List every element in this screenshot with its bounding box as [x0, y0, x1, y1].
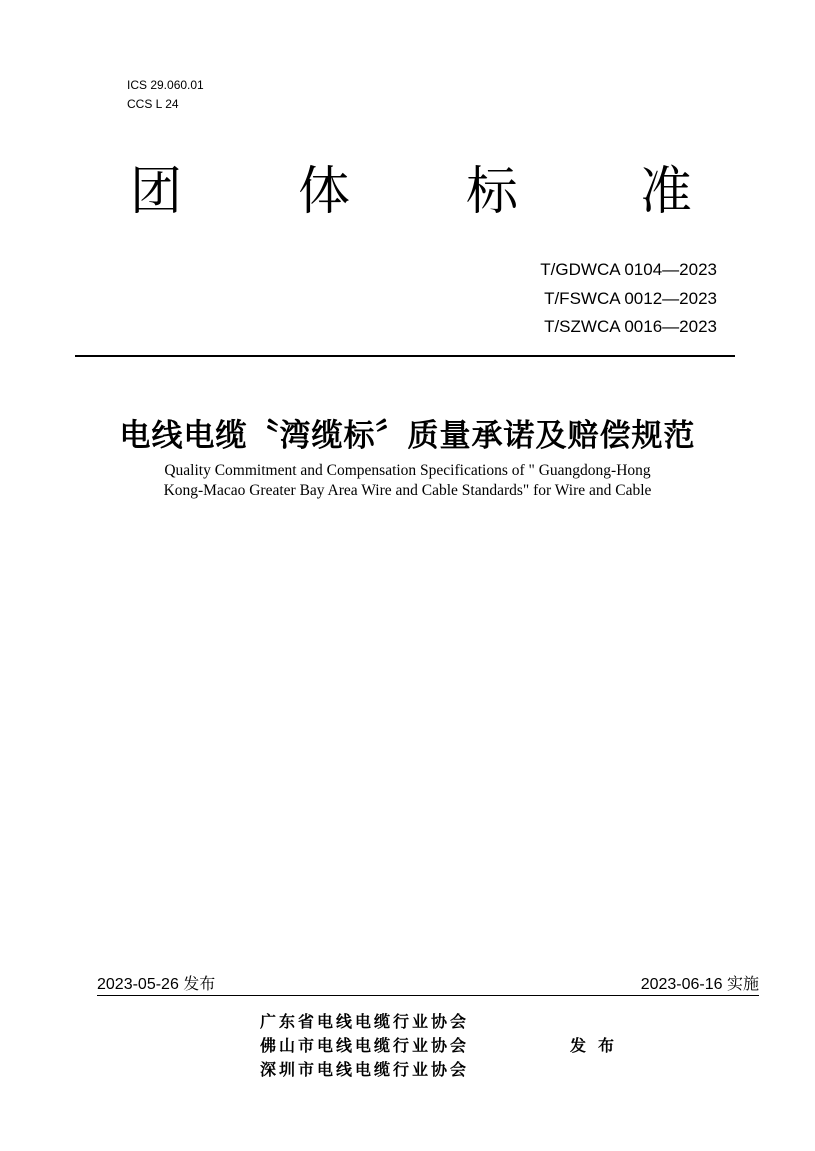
standard-numbers — [540, 256, 717, 342]
implementation-date: 2023-06-16 实施 — [640, 976, 759, 993]
standard-type-char: 标 — [466, 162, 519, 222]
footer-divider — [97, 995, 759, 996]
standard-type-char: 体 — [298, 162, 351, 222]
dates-row — [97, 975, 759, 997]
standard-number: T/GDWCA 0104—2023 — [540, 260, 717, 279]
publisher-name: 广东省电线电缆行业协会 — [260, 1012, 470, 1031]
ics-code: ICS 29.060.01 — [127, 78, 204, 92]
publish-label: 发布 — [570, 1036, 627, 1055]
release-date: 2023-05-26 发布 — [97, 976, 216, 993]
title-english-line: Quality Commitment and Compensation Specifications of " Guangdong-Hong — [164, 462, 651, 479]
ccs-code: CCS L 24 — [127, 97, 179, 111]
standard-type-char: 准 — [640, 162, 693, 222]
publisher-name: 深圳市电线电缆行业协会 — [260, 1060, 470, 1079]
title-english-line: Kong-Macao Greater Bay Area Wire and Cable Standards" for Wire and Cable — [163, 482, 652, 499]
title-chinese: 电线电缆〝湾缆标〞质量承诺及赔偿规范 — [119, 418, 696, 454]
publishers-list — [260, 1010, 469, 1082]
standard-number: T/FSWCA 0012—2023 — [544, 288, 717, 308]
header-divider — [75, 355, 735, 357]
classification-codes — [127, 76, 204, 114]
standard-number: T/SZWCA 0016—2023 — [544, 317, 717, 336]
title-english — [0, 461, 815, 501]
standard-type-char: 团 — [130, 162, 183, 222]
publisher-name: 佛山市电线电缆行业协会 — [260, 1036, 470, 1055]
